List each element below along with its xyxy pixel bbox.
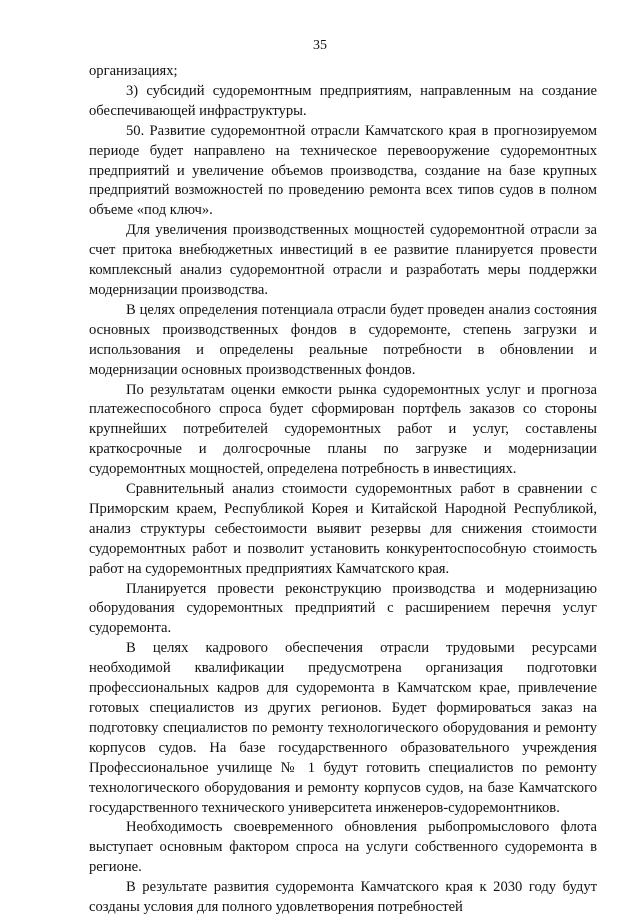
paragraph: Планируется провести реконструкцию производства и модернизацию оборудования судоремонтных предприятий с расширением перечня услуг судоремонта. bbox=[89, 580, 597, 637]
paragraph: Для увеличения производственных мощностей судоремонтной отрасли за счет притока внебюджетных инвестиций в ее развитие планируется провести комплексный анализ судоремонтной отрасли и разработать меры поддержки модернизации производства. bbox=[89, 222, 597, 298]
body-text bbox=[89, 62, 597, 918]
paragraph: По результатам оценки емкости рынка судоремонтных услуг и прогноза платежеспособного спроса будет сформирован портфель заказов со стороны крупнейших потребителей судоремонтных работ и услуг, составлены краткосрочные и долгосрочные планы по загрузке и модернизации судоремонтных мощностей, определена потребность в инвестициях. bbox=[89, 381, 597, 478]
paragraph: Сравнительный анализ стоимости судоремонтных работ в сравнении с Приморским краем, Республикой Корея и Китайской Народной Республикой, анализ структуры себестоимости выявит резервы для снижения стоимости судоремонтных работ и позволит установить конкурентоспособную стоимость работ на судоремонтных предприятиях Камчатского края. bbox=[89, 481, 597, 577]
page-number: 35 bbox=[313, 38, 327, 53]
paragraph: В результате развития судоремонта Камчатского края к 2030 году будут созданы условия для полного удовлетворения потребностей bbox=[89, 879, 597, 916]
paragraph: 50. Развитие судоремонтной отрасли Камчатского края в прогнозируемом периоде будет направлено на техническое перевооружение судоремонтных предприятий и увеличение объемов производства, создание на базе крупных предприятий возможностей по проведению ремонта всех типов судов в полном объеме «под ключ». bbox=[89, 122, 597, 219]
paragraph: В целях кадрового обеспечения отрасли трудовыми ресурсами необходимой квалификации предусмотрена организация подготовки профессиональных кадров для судоремонта в Камчатском крае, привлечение готовых специалистов из других регионов. Будет формироваться заказ на подготовку специалистов по ремонту технологического оборудования и ремонту корпусов судов. На базе государственного образовательного учреждения Профессиональное училище № 1 будут готовить специалистов по ремонту технологического оборудования и ремонту корпусов судов, на базе Камчатского государственного технического университета инженеров-судоремонтников. bbox=[89, 640, 597, 816]
paragraph: В целях определения потенциала отрасли будет проведен анализ состояния основных производственных фондов в судоремонте, степень загрузки и использования и определены реальные потребности в обновлении и модернизации основных производственных фондов. bbox=[89, 301, 597, 378]
paragraph: 3) субсидий судоремонтным предприятиям, направленным на создание обеспечивающей инфраструктуры. bbox=[89, 82, 597, 119]
paragraph: организациях; bbox=[89, 63, 178, 79]
paragraph: Необходимость своевременного обновления рыбопромыслового флота выступает основным фактором спроса на услуги собственного судоремонта в регионе. bbox=[89, 819, 597, 876]
